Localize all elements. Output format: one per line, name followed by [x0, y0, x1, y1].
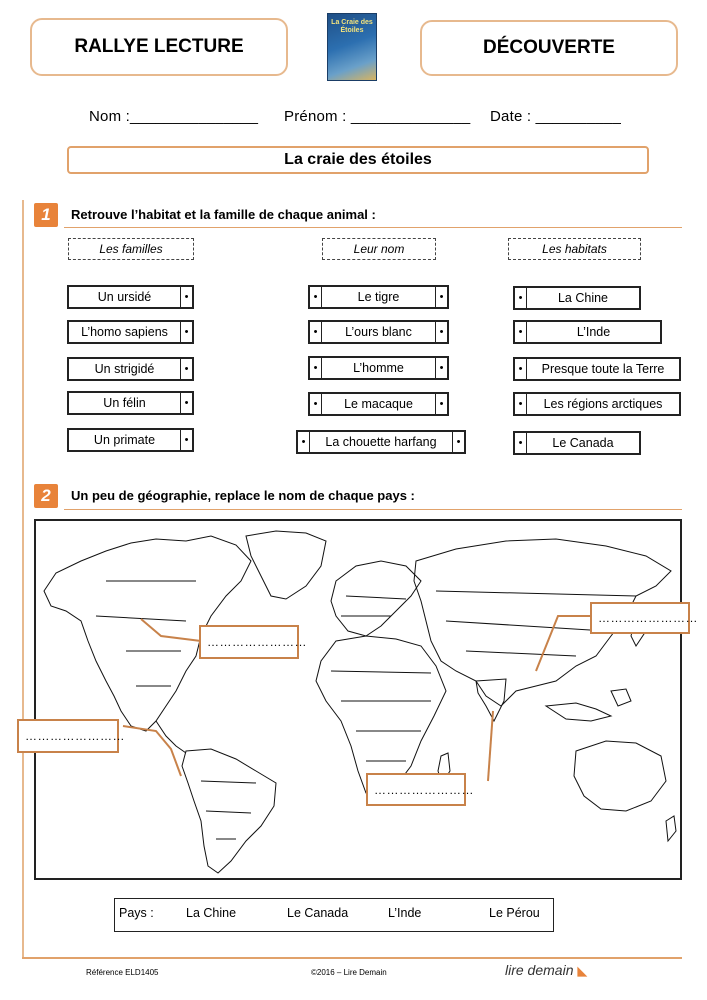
- footer-brand-text: lire demain: [505, 962, 574, 978]
- answer-box-india[interactable]: ……………………: [366, 773, 466, 806]
- link-dot[interactable]: •: [515, 394, 527, 414]
- world-map-outline: [36, 521, 680, 878]
- famille-item[interactable]: Un strigidé •: [67, 357, 194, 381]
- footer-copyright: ©2016 – Lire Demain: [311, 968, 387, 977]
- footer-reference: Référence ELD1405: [86, 968, 159, 977]
- link-dot[interactable]: •: [180, 393, 192, 413]
- decouverte-header: [420, 20, 678, 76]
- world-map: [34, 519, 682, 880]
- page-title-text: La craie des étoiles: [284, 151, 432, 168]
- habitat-item[interactable]: • Les régions arctiques: [513, 392, 681, 416]
- section-2-number: 2: [34, 484, 58, 508]
- rallye-lecture-text: RALLYE LECTURE: [74, 36, 244, 57]
- habitat-item[interactable]: • Le Canada: [513, 431, 641, 455]
- date-field[interactable]: Date : __________: [490, 108, 622, 125]
- greenland-outline: [246, 531, 326, 599]
- pays-option: La Chine: [186, 906, 237, 920]
- link-dot[interactable]: •: [310, 322, 322, 342]
- habitat-item[interactable]: • L’Inde: [513, 320, 662, 344]
- link-dot[interactable]: •: [435, 358, 447, 378]
- famille-item[interactable]: Un primate •: [67, 428, 194, 452]
- famille-item[interactable]: L’homo sapiens •: [67, 320, 194, 344]
- link-dot[interactable]: •: [435, 287, 447, 307]
- leader-line-india: [488, 711, 493, 781]
- link-dot[interactable]: •: [435, 322, 447, 342]
- section-1-question: Retrouve l’habitat et la famille de chaque animal :: [71, 207, 376, 222]
- pays-option: L’Inde: [388, 906, 422, 920]
- link-dot[interactable]: •: [298, 432, 310, 452]
- leader-line-peru: [123, 726, 181, 776]
- nom-item[interactable]: • Le macaque •: [308, 392, 449, 416]
- link-dot[interactable]: •: [310, 394, 322, 414]
- link-dot[interactable]: •: [180, 287, 192, 307]
- section-2-rule: [64, 509, 682, 510]
- bottom-rule: [22, 957, 682, 959]
- footer-brand-logo: [505, 962, 587, 979]
- nom-item[interactable]: • Le tigre •: [308, 285, 449, 309]
- south-america-outline: [182, 749, 276, 873]
- decouverte-text: DÉCOUVERTE: [483, 37, 615, 58]
- link-dot[interactable]: •: [515, 288, 527, 308]
- section-1-number: 1: [34, 203, 58, 227]
- link-dot[interactable]: •: [515, 433, 527, 453]
- answer-box-china[interactable]: ……………………: [590, 602, 690, 634]
- new-zealand-outline: [666, 816, 676, 841]
- link-dot[interactable]: •: [310, 358, 322, 378]
- link-dot[interactable]: •: [452, 432, 464, 452]
- nom-item[interactable]: • La chouette harfang •: [296, 430, 466, 454]
- australia-outline: [574, 741, 666, 811]
- section-2-question: Un peu de géographie, replace le nom de chaque pays :: [71, 488, 415, 503]
- link-dot[interactable]: •: [180, 430, 192, 450]
- link-dot[interactable]: •: [310, 287, 322, 307]
- link-dot[interactable]: •: [435, 394, 447, 414]
- book-cover-title: La Craie des Étoiles: [331, 19, 373, 34]
- link-dot[interactable]: •: [180, 322, 192, 342]
- rallye-lecture-header: [30, 18, 288, 76]
- answer-box-peru[interactable]: ……………………: [17, 719, 119, 753]
- col-header-habitats: Les habitats: [508, 238, 641, 260]
- habitat-item[interactable]: • Presque toute la Terre: [513, 357, 681, 381]
- famille-item[interactable]: Un ursidé •: [67, 285, 194, 309]
- answer-box-canada[interactable]: ……………………: [199, 625, 299, 659]
- prenom-field[interactable]: Prénom : ______________: [284, 108, 471, 125]
- book-cover-image: [327, 13, 377, 81]
- left-margin-rule: [22, 200, 24, 958]
- link-dot[interactable]: •: [180, 359, 192, 379]
- section-1-rule: [64, 227, 682, 228]
- leader-line-canada: [141, 619, 201, 641]
- europe-outline: [331, 561, 421, 636]
- pays-word-bank: [114, 898, 554, 932]
- habitat-item[interactable]: • La Chine: [513, 286, 641, 310]
- nom-item[interactable]: • L’ours blanc •: [308, 320, 449, 344]
- page-title: [67, 146, 649, 174]
- india-outline: [476, 679, 506, 721]
- pays-option: Le Canada: [287, 906, 349, 920]
- col-header-familles: Les familles: [68, 238, 194, 260]
- nom-field[interactable]: Nom :_______________: [89, 108, 259, 125]
- famille-item[interactable]: Un félin •: [67, 391, 194, 415]
- pays-label: Pays :: [119, 906, 154, 920]
- nom-item[interactable]: • L’homme •: [308, 356, 449, 380]
- col-header-noms: Leur nom: [322, 238, 436, 260]
- brand-leaf-icon: ◣: [577, 963, 588, 978]
- pays-option: Le Pérou: [489, 906, 540, 920]
- link-dot[interactable]: •: [515, 359, 527, 379]
- link-dot[interactable]: •: [515, 322, 527, 342]
